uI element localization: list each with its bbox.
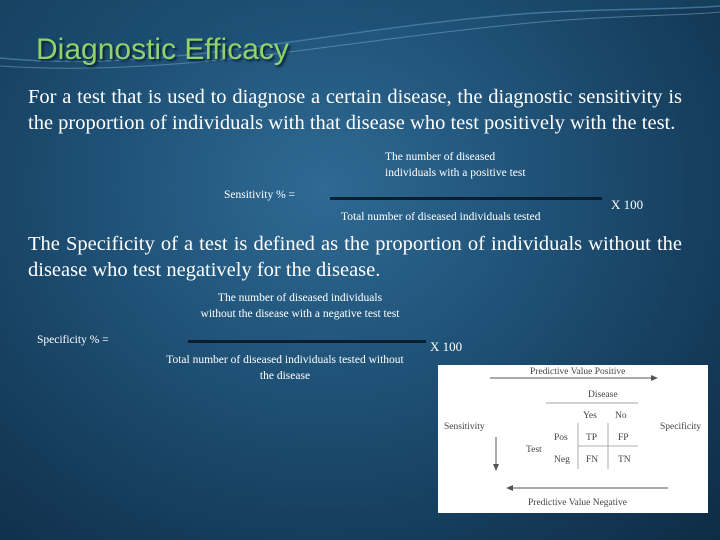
diagram-svg — [438, 365, 708, 513]
sensitivity-arrow-head — [493, 464, 499, 471]
specificity-axis-label: Specificity — [660, 422, 702, 432]
ppv-arrow-head — [651, 375, 658, 381]
specificity-definition: The Specificity of a test is defined as the proportion of individuals without the disease who test negatively for the disease. — [28, 233, 682, 281]
specificity-denominator-line1: Total number of diseased individuals tested without — [166, 354, 404, 366]
row-neg-label: Neg — [554, 455, 570, 465]
npv-label: Predictive Value Negative — [528, 498, 628, 508]
predictive-value-diagram — [438, 365, 708, 513]
sensitivity-numerator — [385, 149, 585, 181]
test-label: Test — [526, 445, 542, 455]
sensitivity-multiplier: X 100 — [611, 197, 644, 212]
sensitivity-numerator-line2: individuals with a positive test — [385, 167, 526, 179]
cell-fn: FN — [586, 455, 599, 465]
specificity-multiplier: X 100 — [430, 339, 463, 354]
sensitivity-denominator: Total number of diseased individuals tested — [341, 211, 541, 223]
row-pos-label: Pos — [554, 433, 568, 443]
slide-title: Diagnostic Efficacy — [36, 33, 289, 66]
specificity-denominator — [145, 352, 425, 384]
sensitivity-formula-label: Sensitivity % = — [224, 189, 296, 201]
cell-fp: FP — [618, 433, 629, 443]
specificity-denominator-line2: the disease — [259, 370, 311, 382]
sensitivity-definition: For a test that is used to diagnose a certain disease, the diagnostic sensitivity is the proportion of individuals with that disease who test positively with the test. — [28, 86, 682, 134]
cell-tp: TP — [586, 433, 598, 443]
specificity-numerator-line1: The number of diseased individuals — [217, 292, 383, 304]
col-no-label: No — [615, 411, 627, 421]
npv-arrow-head — [506, 485, 513, 491]
col-yes-label: Yes — [583, 411, 597, 421]
ppv-label: Predictive Value Positive — [530, 367, 626, 377]
disease-header: Disease — [588, 390, 618, 400]
specificity-formula-label: Specificity % = — [37, 334, 109, 346]
cell-tn: TN — [618, 455, 631, 465]
specificity-numerator-line2: without the disease with a negative test test — [200, 308, 400, 320]
sensitivity-axis-label: Sensitivity — [444, 422, 485, 432]
specificity-numerator — [175, 290, 425, 322]
sensitivity-fraction-bar — [330, 197, 602, 200]
specificity-fraction-bar — [188, 340, 426, 343]
sensitivity-numerator-line1: The number of diseased — [385, 151, 496, 163]
